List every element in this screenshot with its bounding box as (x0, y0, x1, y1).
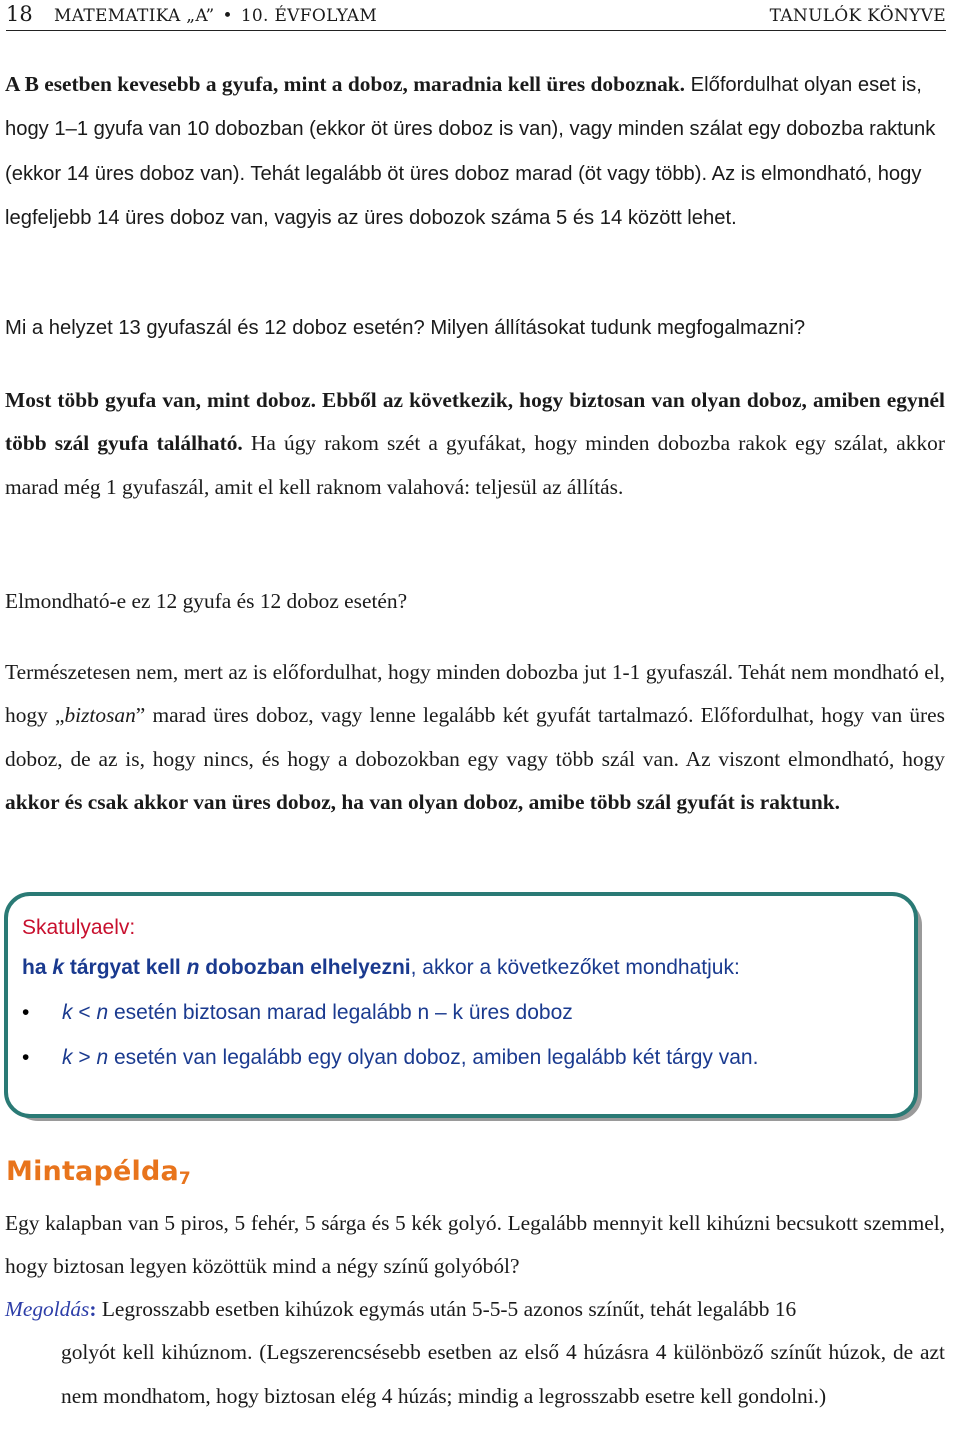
principle-item-less (22, 1001, 573, 1025)
solution-first-line: Legrosszabb esetben kihúzok egymás után 5-5-5 azonos színűt, tehát legalább 16 (96, 1297, 797, 1321)
more-matches-statement: Most több gyufa van, mint doboz. Ebből az következik, hogy biztosan van olyan doboz, amiben egynél több szál gyufa található. (5, 388, 945, 456)
book-type-label: TANULÓK KÖNYVE (769, 6, 946, 26)
question-13-matches: Mi a helyzet 13 gyufaszál és 12 doboz esetén? Milyen állításokat tudunk megfogalmazni? (5, 317, 806, 339)
pigeonhole-principle-box (4, 892, 918, 1118)
paragraph-equal-case (5, 651, 945, 824)
book-name: MATEMATIKA „A” (54, 6, 215, 26)
principle-rule (22, 956, 740, 980)
item-var-k: k (62, 1001, 73, 1024)
solution-label-text: Megoldás (5, 1297, 90, 1321)
item-operator: < (72, 1001, 97, 1024)
principle-item-greater (22, 1046, 758, 1070)
example-problem: Egy kalapban van 5 piros, 5 fehér, 5 sárga és 5 kék golyó. Legalább mennyit kell kihúzni becsukott szemmel, hogy biztosan legyen közöttük mind a négy színű golyóból? (5, 1211, 945, 1279)
rule-var-n: n (186, 956, 200, 979)
equal-case-italic: biztosan (64, 703, 136, 728)
item-var-n: n (96, 1046, 109, 1069)
item-operator: > (72, 1046, 97, 1069)
bullet-icon: • (22, 1046, 30, 1069)
question-12-matches: Elmondható-e ez 12 gyufa és 12 doboz esetén? (5, 589, 408, 613)
item-var-k: k (62, 1046, 73, 1069)
example-solution (5, 1288, 945, 1418)
more-matches-explanation: Ha úgy rakom szét a gyufákat, hogy minden dobozba rakok egy szálat, akkor marad még 1 gyufaszál, amit el kell raknom valahová: teljesül az állítás. (5, 431, 945, 499)
bullet-icon: • (22, 1001, 30, 1024)
example-heading-text: Mintapélda (6, 1156, 179, 1187)
rule-part-3: dobozban elhelyezni (199, 956, 411, 979)
rule-rest: , akkor a következőket mondhatjuk: (410, 956, 740, 979)
case-b-explanation: Előfordulhat olyan eset is, hogy 1–1 gyufa van 10 dobozban (ekkor öt üres doboz is van), vagy minden szálat egy dobozba raktunk (ekkor 14 üres doboz van). Tehát legalább öt üres doboz marad (öt vagy több). (5, 74, 936, 185)
book-title (54, 6, 377, 26)
header-bullet: • (222, 6, 233, 26)
example-heading (6, 1156, 191, 1189)
grade-label: 10. ÉVFOLYAM (240, 6, 378, 26)
item-text: esetén van legalább egy olyan doboz, amiben legalább két tárgy van. (108, 1046, 759, 1069)
item-text: esetén biztosan marad legalább n – k üres doboz (108, 1001, 573, 1024)
example-number: 7 (178, 1169, 191, 1189)
rule-var-k: k (52, 956, 65, 979)
equal-case-text-a: Természetesen nem, mert az is előfordulhat, hogy minden dobozba jut 1-1 gyufaszál. Tehát nem mondható el, hogy „ (5, 660, 945, 728)
case-b-statement: A B esetben kevesebb a gyufa, mint a doboz, maradnia kell üres doboznak. (5, 72, 686, 96)
equal-case-text-b: ” marad üres doboz, vagy lenne legalább két gyufát tartalmazó. Előfordulhat, hogy van üres doboz, de az is, hogy nincs, és hogy a dobozokban egy vagy több szál van. Az viszont elmondható, hogy (5, 703, 945, 771)
principle-title: Skatulyaelv: (22, 916, 136, 939)
rule-part-2: tárgyat kell (64, 956, 187, 979)
solution-colon: : (89, 1297, 97, 1321)
paragraph-more-matches (5, 379, 945, 509)
rule-part-1: ha (22, 956, 53, 979)
running-header (6, 4, 946, 31)
page-number: 18 (6, 2, 33, 26)
paragraph-case-b (5, 63, 945, 240)
equal-case-conclusion: akkor és csak akkor van üres doboz, ha van olyan doboz, amibe több szál gyufát is raktunk. (5, 789, 840, 814)
case-b-range: Az is elmondható, hogy legfeljebb 14 üres doboz van, vagyis az üres dobozok száma 5 és 14 között lehet. (5, 162, 922, 229)
solution-label (5, 1297, 97, 1321)
item-var-n: n (96, 1001, 109, 1024)
solution-rest: golyót kell kihúznom. (Legszerencsésebb esetben az első 4 húzásra 4 különböző színűt húzok, de azt nem mondhatom, hogy biztosan elég 4 húzás; mindig a legrosszabb esetre kell gondolni.) (61, 1340, 945, 1408)
